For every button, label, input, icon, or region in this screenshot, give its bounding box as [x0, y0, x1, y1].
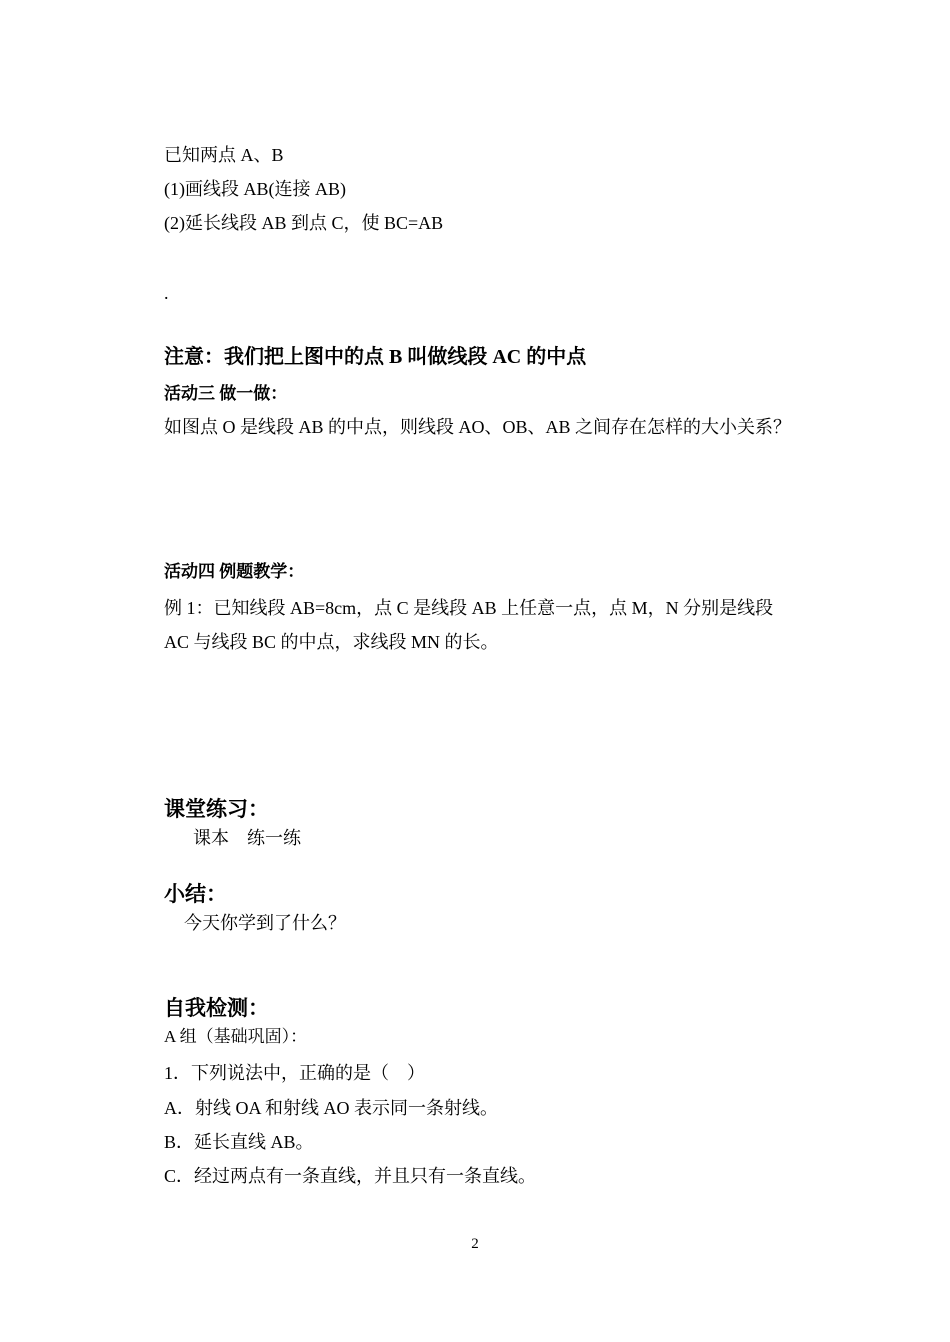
question-1: 1．下列说法中，正确的是（ ） — [164, 1063, 425, 1083]
intro-dot: . — [164, 283, 169, 303]
practice-title: 课堂练习： — [164, 797, 269, 821]
intro-line-3: (2)延长线段 AB 到点 C，使 BC=AB — [164, 213, 444, 233]
selftest-group: A 组（基础巩固）： — [164, 1027, 308, 1046]
activity4-title: 活动四 例题教学： — [164, 562, 305, 581]
summary-content: 今天你学到了什么？ — [184, 913, 346, 933]
selftest-title: 自我检测： — [164, 996, 269, 1020]
option-c: C．经过两点有一条直线，并且只有一条直线。 — [164, 1166, 537, 1186]
note-heading: 注意：我们把上图中的点 B 叫做线段 AC 的中点 — [164, 346, 587, 368]
activity3-question: 如图点 O 是线段 AB 的中点，则线段 AO、OB、AB 之间存在怎样的大小关系？ — [164, 417, 792, 437]
example-line-1: 例 1：已知线段 AB=8cm，点 C 是线段 AB 上任意一点，点 M，N 分别是线段 — [164, 598, 774, 618]
page-number: 2 — [471, 1236, 479, 1252]
intro-line-2: (1)画线段 AB(连接 AB) — [164, 179, 346, 199]
practice-content: 课本 练一练 — [193, 828, 301, 848]
activity3-title: 活动三 做一做： — [164, 384, 288, 403]
summary-title: 小结： — [164, 882, 227, 906]
option-b: B．延长直线 AB。 — [164, 1132, 314, 1152]
option-a: A．射线 OA 和射线 AO 表示同一条射线。 — [164, 1098, 499, 1118]
intro-line-1: 已知两点 A、B — [164, 145, 284, 165]
example-line-2: AC 与线段 BC 的中点，求线段 MN 的长。 — [164, 632, 499, 652]
